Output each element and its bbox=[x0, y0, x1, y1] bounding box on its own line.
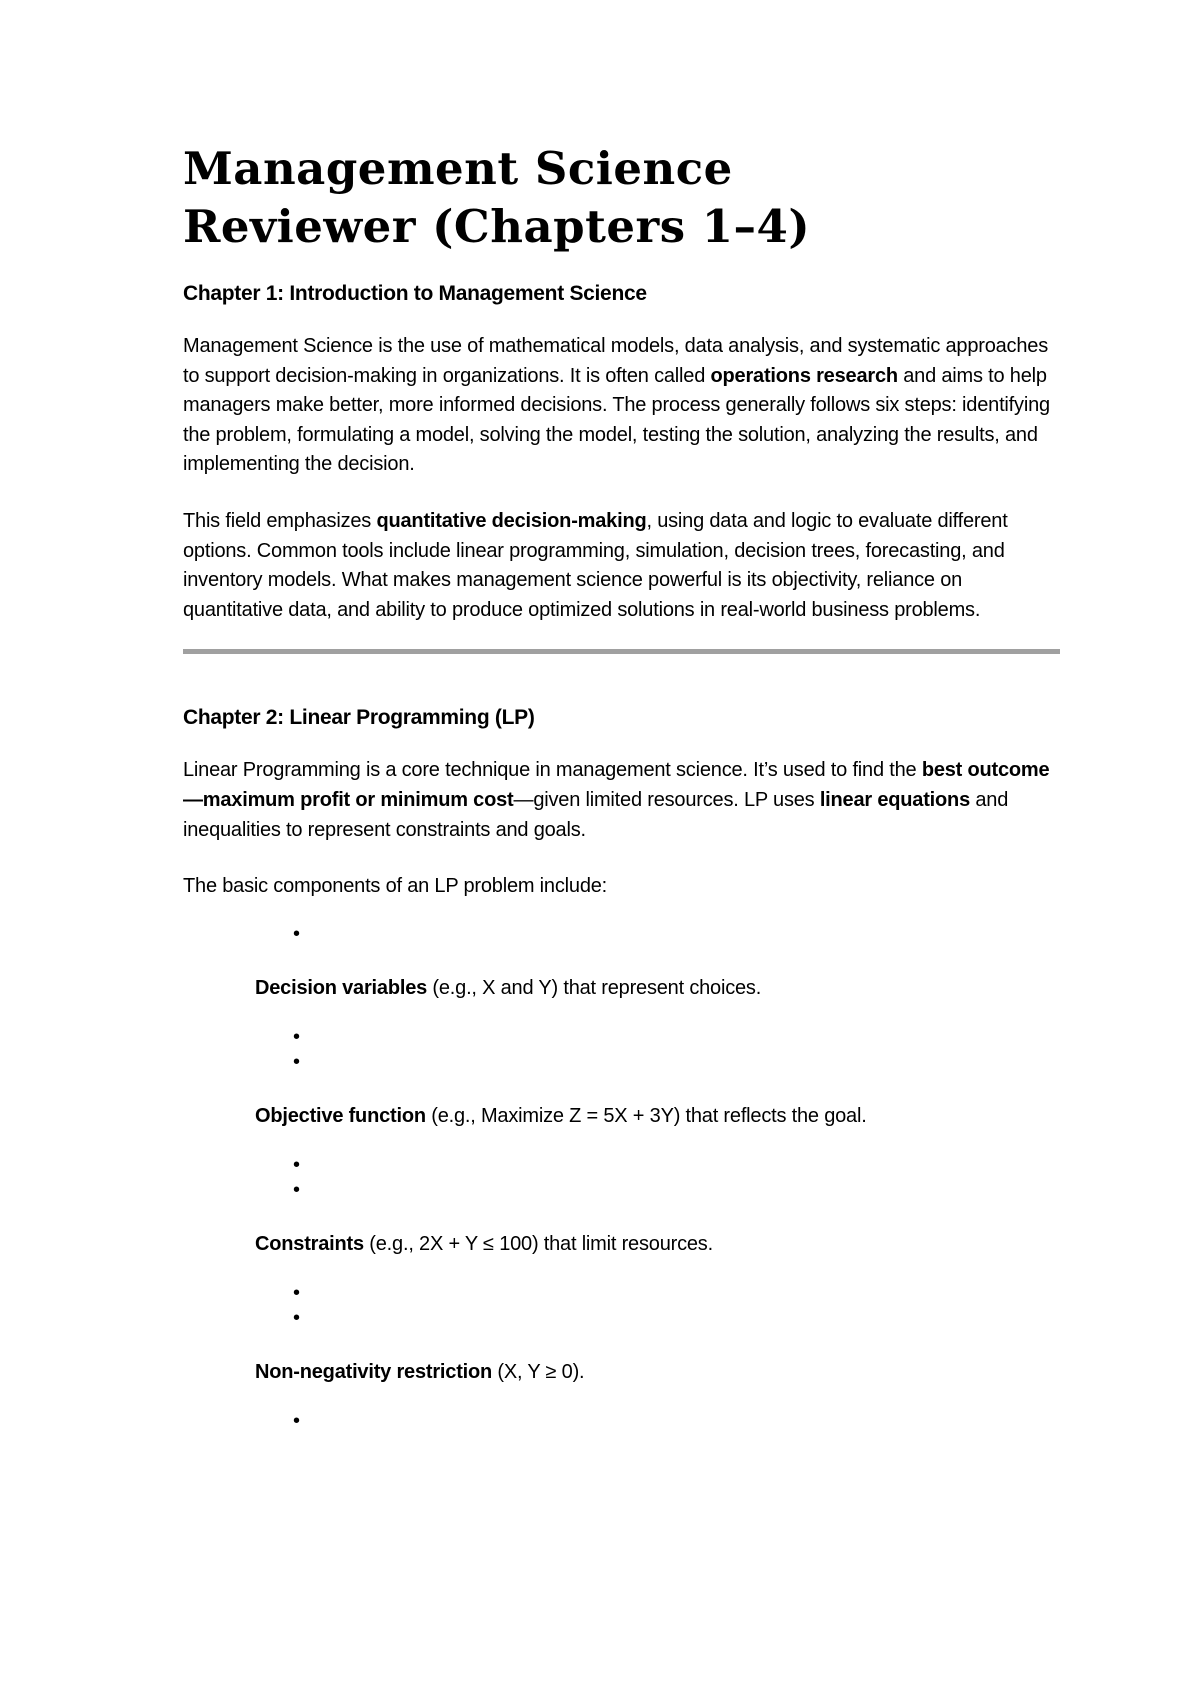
bullet-marker bbox=[183, 1050, 1063, 1075]
bullet-dot: • bbox=[293, 1306, 301, 1329]
chapter-1-heading: Chapter 1: Introduction to Management Science bbox=[183, 282, 647, 305]
bullet-marker bbox=[183, 922, 1063, 947]
document-page bbox=[183, 140, 1063, 1434]
text-run: and aims to help managers make better, more informed decisions. The process generally follows six steps: identifying the problem, formulating a model, solving the model, testing the solution, analyzing the results, and implementing the decision. bbox=[183, 364, 1050, 476]
text-run: (e.g., 2X + Y ≤ 100) that limit resources. bbox=[363, 1232, 713, 1255]
bullet-marker bbox=[183, 1281, 1063, 1306]
bullet-dot: • bbox=[293, 1050, 301, 1073]
text-run: (e.g., X and Y) that represent choices. bbox=[427, 976, 762, 999]
chapter-1-paragraph-2 bbox=[183, 507, 1063, 625]
chapter-2-paragraph-1 bbox=[183, 756, 1063, 845]
list-item-decision-variables bbox=[255, 974, 1063, 1003]
list-item-constraints bbox=[255, 1230, 1063, 1259]
bold-term: Non-negativity restriction bbox=[255, 1360, 493, 1383]
bold-term: operations research bbox=[710, 364, 898, 387]
bullet-dot: • bbox=[293, 1153, 301, 1176]
text-run: Linear Programming is a core technique in management science. It’s used to find the bbox=[183, 759, 922, 782]
bullet-dot: • bbox=[293, 1281, 301, 1304]
bold-term: Constraints bbox=[255, 1232, 364, 1255]
bold-term: linear equations bbox=[819, 788, 970, 811]
text-run: —given limited resources. LP uses bbox=[513, 788, 820, 811]
chapter-1-paragraph-1 bbox=[183, 332, 1063, 480]
bullet-marker bbox=[183, 1025, 1063, 1050]
bullet-dot: • bbox=[293, 1409, 301, 1432]
bold-term: quantitative decision-making bbox=[376, 509, 647, 532]
text-run: This field emphasizes bbox=[183, 509, 377, 532]
list-item-non-negativity bbox=[255, 1358, 1063, 1387]
chapter-2-paragraph-2: The basic components of an LP problem include: bbox=[183, 875, 608, 898]
text-run: (e.g., Maximize Z = 5X + 3Y) that reflects the goal. bbox=[425, 1104, 867, 1127]
bullet-marker bbox=[183, 1153, 1063, 1178]
title-line-2: Reviewer (Chapters 1–4) bbox=[183, 200, 811, 253]
bullet-marker bbox=[183, 1409, 1063, 1434]
bold-term: Decision variables bbox=[255, 976, 428, 999]
text-run: and inequalities to represent constraints and goals. bbox=[183, 788, 1009, 841]
chapter-2-heading: Chapter 2: Linear Programming (LP) bbox=[183, 706, 535, 730]
text-run: , using data and logic to evaluate different options. Common tools include linear programming, simulation, decision trees, forecasting, and inventory models. What makes management science powerful is its objectivity, reliance on quantitative data, and ability to produce optimized solutions in real-world business problems. bbox=[183, 509, 1008, 621]
document-title bbox=[183, 140, 1063, 256]
text-run: Management Science is the use of mathematical models, data analysis, and systematic approaches to support decision-making in organizations. It is often called bbox=[183, 335, 1048, 387]
bold-term: best outcome—maximum profit or minimum cost bbox=[183, 759, 1050, 811]
bullet-dot: • bbox=[293, 1025, 301, 1048]
bullet-marker bbox=[183, 1306, 1063, 1331]
bullet-dot: • bbox=[293, 1178, 301, 1201]
bullet-marker bbox=[183, 1178, 1063, 1203]
text-run: (X, Y ≥ 0). bbox=[492, 1360, 585, 1383]
bullet-dot: • bbox=[293, 922, 301, 945]
bold-term: Objective function bbox=[255, 1104, 426, 1127]
title-line-1: Management Science bbox=[183, 142, 733, 195]
list-item-objective-function bbox=[255, 1102, 1063, 1131]
